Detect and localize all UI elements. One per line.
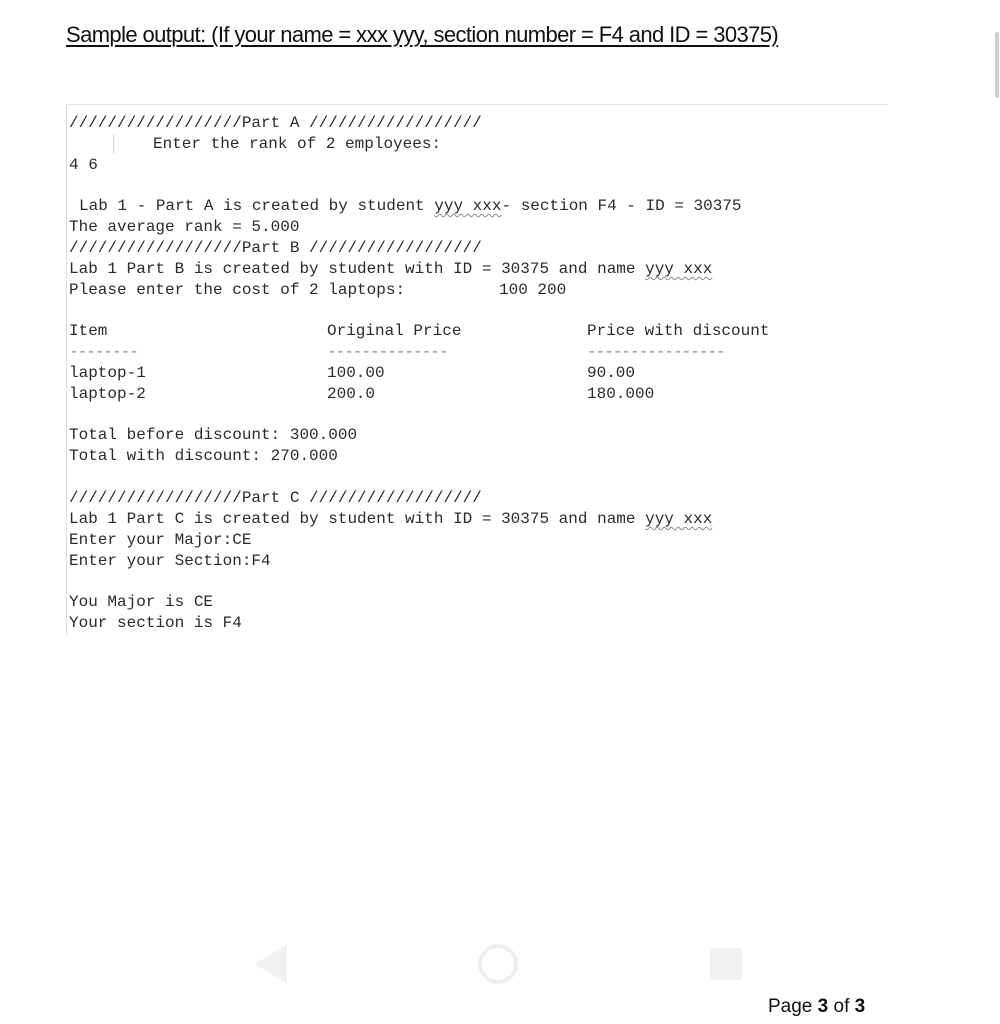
input-cursor — [113, 135, 114, 153]
table-header-discount: Price with discount — [587, 322, 770, 340]
row-discount: 180.000 — [587, 385, 655, 403]
section-output: Your section is F4 — [69, 614, 242, 632]
part-a-student-name: yyy xxx — [434, 197, 502, 215]
table-header-item: Item — [69, 322, 108, 340]
input-costs: 100 200 — [499, 281, 567, 299]
page-total: 3 — [854, 996, 866, 1017]
prompt-major: Enter your Major:CE — [69, 531, 252, 549]
console-output — [66, 104, 887, 635]
total-before: Total before discount: 300.000 — [69, 426, 358, 444]
row-item: laptop-1 — [69, 364, 146, 382]
home-icon[interactable] — [478, 944, 518, 984]
part-a-created-prefix: Lab 1 - Part A is created by student — [79, 197, 435, 215]
prompt-rank: Enter the rank of 2 employees: — [153, 135, 442, 153]
part-c-created-prefix: Lab 1 Part C is created by student with ID = 30375 and name — [69, 510, 646, 528]
part-c-header: //////////////////Part C ////////////////// — [69, 489, 482, 507]
page-label: Page — [768, 996, 813, 1017]
part-b-created — [69, 259, 712, 279]
row-original: 200.0 — [327, 385, 376, 403]
part-a-created-suffix: - section F4 - ID = 30375 — [501, 197, 742, 215]
back-icon[interactable] — [255, 944, 287, 984]
prompt-section: Enter your Section:F4 — [69, 552, 271, 570]
row-discount: 90.00 — [587, 364, 636, 382]
page-of: of — [833, 996, 850, 1017]
part-c-student-name: yyy xxx — [645, 510, 713, 528]
page-number — [768, 996, 865, 1018]
prompt-cost: Please enter the cost of 2 laptops: — [69, 281, 406, 299]
table-rule-item: -------- — [69, 343, 138, 361]
part-c-created — [69, 509, 712, 529]
part-b-header: //////////////////Part B ////////////////// — [69, 239, 482, 257]
average-rank: The average rank = 5.000 — [69, 218, 300, 236]
input-ranks: 4 6 — [69, 156, 98, 174]
part-b-created-prefix: Lab 1 Part B is created by student with ID = 30375 and name — [69, 260, 646, 278]
part-a-header: //////////////////Part A ////////////////// — [69, 114, 482, 132]
table-rule-discount: ---------------- — [587, 343, 725, 361]
part-b-student-name: yyy xxx — [645, 260, 713, 278]
row-item: laptop-2 — [69, 385, 146, 403]
row-original: 100.00 — [327, 364, 385, 382]
page-current: 3 — [817, 996, 829, 1017]
table-header-original: Original Price — [327, 322, 462, 340]
major-output: You Major is CE — [69, 593, 214, 611]
part-a-created — [79, 196, 742, 216]
table-rule-original: -------------- — [327, 343, 448, 361]
recent-apps-icon[interactable] — [710, 948, 742, 980]
page-heading: Sample output: (If your name = xxx yyy, section number = F4 and ID = 30375) — [66, 22, 779, 47]
total-with: Total with discount: 270.000 — [69, 447, 338, 465]
scrollbar[interactable] — [995, 32, 999, 98]
